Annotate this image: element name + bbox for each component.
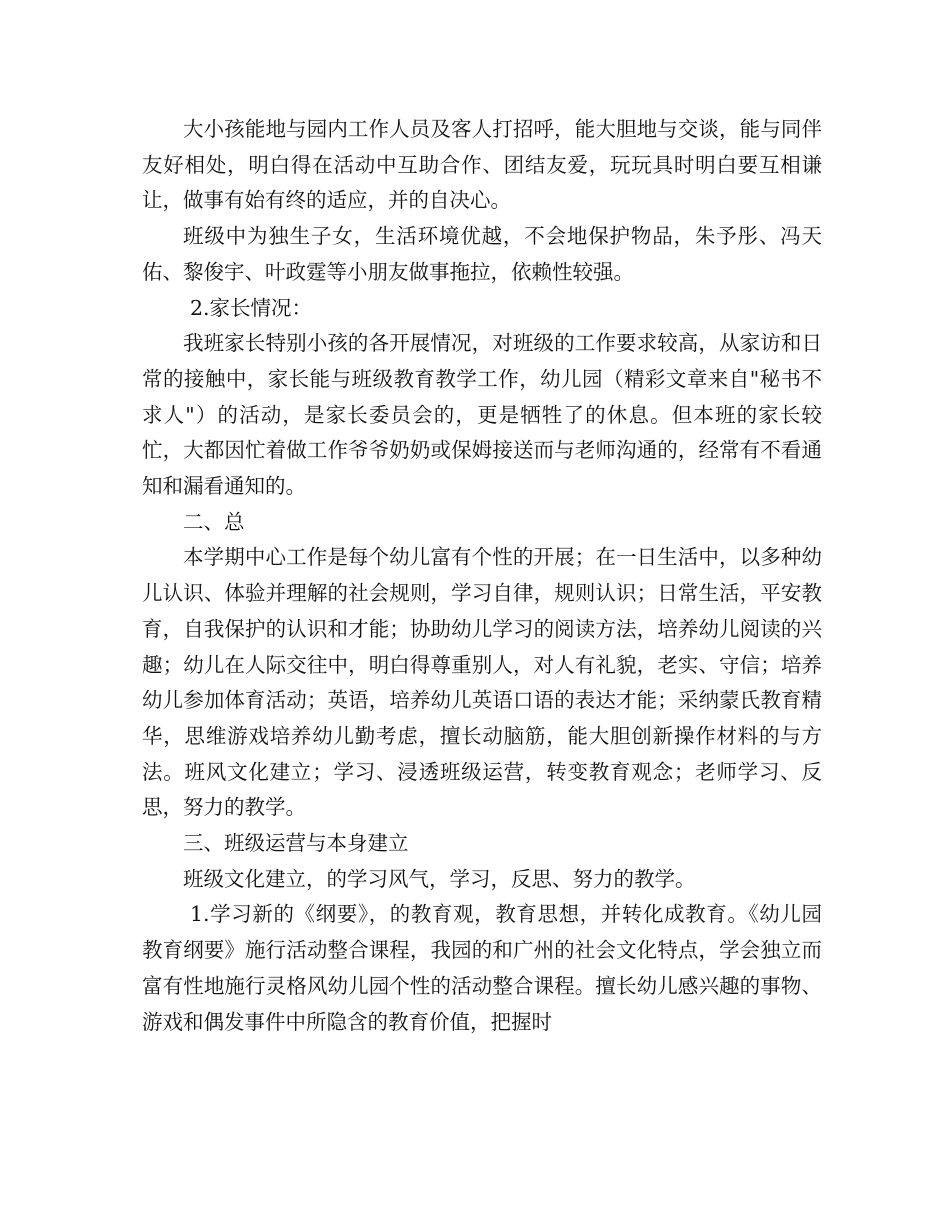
paragraph-only-children: 班级中为独生子女，生活环境优越，不会地保护物品，朱予彤、冯天佑、黎俊宇、叶政霆等小朋友做事拖拉，依赖性较强。: [142, 224, 822, 284]
paragraph-semester-work: 本学期中心工作是每个幼儿富有个性的开展；在一日生活中，以多种幼儿认识、体验并理解的社会规则，学习自律，规则认识；日常生活，平安教育，自我保护的认识和才能；协助幼儿学习的阅读方法，培养幼儿阅读的兴趣；幼儿在人际交往中，明白得尊重别人，对人有礼貌，老实、守信；培养幼儿参加体育活动；英语，培养幼儿英语口语的表达才能；采纳蒙氏教育精华，思维游戏培养幼儿勤考虑，擅长动脑筋，能大胆创新操作材料的与方法。班风文化建立；学习、浸透班级运营，转变教育观念；老师学习、反思，努力的教学。: [142, 545, 822, 820]
paragraph-class-culture: 班级文化建立，的学习风气，学习，反思、努力的教学。: [183, 866, 696, 891]
paragraph-child-behavior: 大小孩能地与园内工作人员及客人打招呼，能大胆地与交谈，能与同伴友好相处，明白得在活动中互助合作、团结友爱，玩玩具时明白要互相谦让，做事有始有终的适应，并的自决心。: [142, 117, 822, 213]
paragraph-study-outline: 1.学习新的《纲要》，的教育观，教育思想，并转化成教育。《幼儿园教育纲要》施行活动整合课程，我园的和广州的社会文化特点，学会独立而富有性地施行灵格风幼儿园个性的活动整合课程。擅长幼儿感兴趣的事物、游戏和偶发事件中所隐含的教育价值，把握时: [142, 902, 822, 1034]
heading-section-two: 二、总: [183, 509, 245, 534]
heading-parent-situation: 2.家长情况：: [190, 295, 313, 320]
heading-section-three: 三、班级运营与本身建立: [183, 831, 409, 856]
paragraph-parents: 我班家长特别小孩的各开展情况，对班级的工作要求较高，从家访和日常的接触中，家长能与班级教育教学工作，幼儿园（精彩文章来自"秘书不求人"）的活动，是家长委员会的，更是牺牲了的休息。但本班的家长较忙，大都因忙着做工作爷爷奶奶或保姆接送而与老师沟通的，经常有不看通知和漏看通知的。: [142, 331, 822, 499]
document-page: [142, 112, 822, 1040]
